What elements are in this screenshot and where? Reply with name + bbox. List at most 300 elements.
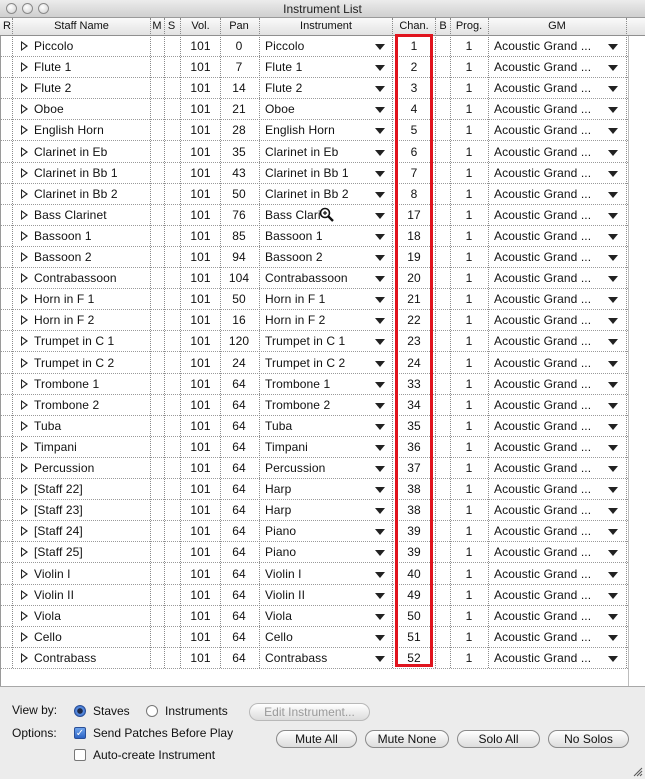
instrument-popup-arrow-icon[interactable] [375,192,385,198]
expand-triangle-icon[interactable] [21,41,28,51]
column-header-mute[interactable]: M [152,20,162,32]
expand-triangle-icon[interactable] [21,189,28,199]
staff-name-cell[interactable]: Bassoon 2 [34,250,92,264]
volume-cell[interactable]: 101 [190,566,211,581]
gm-cell[interactable]: Acoustic Grand ... [494,81,592,96]
program-cell[interactable]: 1 [465,566,473,581]
instrument-cell[interactable]: Timpani [265,439,308,454]
program-cell[interactable]: 1 [465,144,473,159]
instrument-cell[interactable]: Violin II [265,587,306,602]
instrument-popup-arrow-icon[interactable] [375,635,385,641]
instrument-popup-arrow-icon[interactable] [375,572,385,578]
instrument-cell[interactable]: Percussion [265,461,326,475]
volume-cell[interactable]: 101 [190,292,211,307]
pan-cell[interactable]: 64 [232,418,246,433]
staff-name-cell[interactable]: Contrabassoon [34,271,117,286]
table-row[interactable] [0,184,628,205]
program-cell[interactable]: 1 [465,292,473,307]
volume-cell[interactable]: 101 [190,439,211,454]
pan-cell[interactable]: 64 [232,439,246,454]
pan-cell[interactable]: 7 [235,60,243,75]
expand-triangle-icon[interactable] [21,611,28,621]
pan-cell[interactable]: 104 [228,271,250,286]
table-row[interactable] [0,521,628,542]
table-row[interactable] [0,331,628,352]
gm-cell[interactable]: Acoustic Grand ... [494,650,592,665]
expand-triangle-icon[interactable] [21,569,28,579]
program-cell[interactable]: 1 [465,482,473,497]
pan-cell[interactable]: 64 [232,629,246,644]
gm-popup-arrow-icon[interactable] [608,508,618,514]
channel-cell[interactable]: 34 [407,397,421,412]
title-bar[interactable] [0,0,645,18]
column-header-channel[interactable]: Chan. [399,20,429,32]
gm-cell[interactable]: Acoustic Grand ... [494,629,592,644]
staff-name-cell[interactable]: Tuba [34,418,62,433]
pan-cell[interactable]: 64 [232,566,246,581]
channel-cell[interactable]: 49 [407,587,421,602]
gm-cell[interactable]: Acoustic Grand ... [494,39,592,53]
gm-cell[interactable]: Acoustic Grand ... [494,60,592,75]
program-cell[interactable]: 1 [465,165,473,180]
gm-popup-arrow-icon[interactable] [608,171,618,177]
instrument-cell[interactable]: Tuba [265,418,293,433]
table-row[interactable] [0,542,628,563]
program-cell[interactable]: 1 [465,81,473,96]
pan-cell[interactable]: 21 [232,102,246,117]
gm-popup-arrow-icon[interactable] [608,529,618,535]
gm-cell[interactable]: Acoustic Grand ... [494,566,592,581]
program-cell[interactable]: 1 [465,587,473,602]
instrument-cell[interactable]: English Horn [265,123,335,138]
staff-name-cell[interactable]: Oboe [34,102,64,117]
staff-name-cell[interactable]: Piccolo [34,39,74,53]
instrument-popup-arrow-icon[interactable] [375,529,385,535]
gm-popup-arrow-icon[interactable] [608,382,618,388]
staff-name-cell[interactable]: Bass Clarinet [34,207,107,222]
gm-popup-arrow-icon[interactable] [608,635,618,641]
gm-popup-arrow-icon[interactable] [608,297,618,303]
channel-cell[interactable]: 2 [410,60,418,75]
column-header-bank[interactable]: B [439,20,447,32]
table-row[interactable] [0,310,628,331]
table-row[interactable] [0,437,628,458]
program-cell[interactable]: 1 [465,355,473,370]
pan-cell[interactable]: 120 [228,334,250,349]
pan-cell[interactable]: 28 [232,123,246,138]
instrument-popup-arrow-icon[interactable] [375,318,385,324]
pan-cell[interactable]: 14 [232,81,246,96]
table-row[interactable] [0,226,628,247]
volume-cell[interactable]: 101 [190,629,211,644]
gm-popup-arrow-icon[interactable] [608,614,618,620]
expand-triangle-icon[interactable] [21,252,28,262]
pan-cell[interactable]: 64 [232,503,246,518]
channel-cell[interactable]: 33 [407,376,421,391]
volume-cell[interactable]: 101 [190,207,211,222]
table-row[interactable] [0,247,628,268]
gm-popup-arrow-icon[interactable] [608,593,618,599]
gm-cell[interactable]: Acoustic Grand ... [494,355,592,370]
staff-name-cell[interactable]: Bassoon 1 [34,228,92,243]
channel-cell[interactable]: 5 [410,123,418,138]
instrument-popup-arrow-icon[interactable] [375,361,385,367]
volume-cell[interactable]: 101 [190,250,211,264]
instrument-popup-arrow-icon[interactable] [375,487,385,493]
volume-cell[interactable]: 101 [190,355,211,370]
instrument-cell[interactable]: Trumpet in C 2 [265,355,346,370]
staff-name-cell[interactable]: Horn in F 2 [34,313,95,328]
expand-triangle-icon[interactable] [21,484,28,494]
gm-cell[interactable]: Acoustic Grand ... [494,186,592,201]
expand-triangle-icon[interactable] [21,147,28,157]
gm-popup-arrow-icon[interactable] [608,44,618,50]
expand-triangle-icon[interactable] [21,400,28,410]
expand-triangle-icon[interactable] [21,315,28,325]
program-cell[interactable]: 1 [465,313,473,328]
table-row[interactable] [0,458,628,479]
gm-cell[interactable]: Acoustic Grand ... [494,334,592,349]
gm-popup-arrow-icon[interactable] [608,572,618,578]
instrument-cell[interactable]: Clarinet in Eb [265,144,339,159]
staff-name-cell[interactable]: Trumpet in C 2 [34,355,115,370]
gm-popup-arrow-icon[interactable] [608,487,618,493]
vertical-scrollbar[interactable] [628,36,645,686]
gm-popup-arrow-icon[interactable] [608,445,618,451]
program-cell[interactable]: 1 [465,461,473,475]
gm-popup-arrow-icon[interactable] [608,255,618,261]
instrument-popup-arrow-icon[interactable] [375,107,385,113]
instrument-cell[interactable]: Trumpet in C 1 [265,334,346,349]
gm-popup-arrow-icon[interactable] [608,150,618,156]
program-cell[interactable]: 1 [465,608,473,623]
instrument-cell[interactable]: Contrabass [265,650,328,665]
instrument-popup-arrow-icon[interactable] [375,171,385,177]
volume-cell[interactable]: 101 [190,587,211,602]
channel-cell[interactable]: 50 [407,608,421,623]
solo-all-button[interactable]: Solo All [457,730,540,748]
program-cell[interactable]: 1 [465,60,473,75]
volume-cell[interactable]: 101 [190,123,211,138]
gm-cell[interactable]: Acoustic Grand ... [494,439,592,454]
pan-cell[interactable]: 50 [232,292,246,307]
instrument-cell[interactable]: Piano [265,545,297,560]
gm-popup-arrow-icon[interactable] [608,128,618,134]
volume-cell[interactable]: 101 [190,376,211,391]
channel-cell[interactable]: 21 [407,292,421,307]
table-row[interactable] [0,395,628,416]
view-instruments-radio[interactable] [146,705,158,717]
volume-cell[interactable]: 101 [190,482,211,497]
instrument-popup-arrow-icon[interactable] [375,276,385,282]
expand-triangle-icon[interactable] [21,273,28,283]
gm-popup-arrow-icon[interactable] [608,656,618,662]
instrument-popup-arrow-icon[interactable] [375,424,385,430]
gm-popup-arrow-icon[interactable] [608,403,618,409]
pan-cell[interactable]: 24 [232,355,246,370]
staff-name-cell[interactable]: [Staff 25] [34,545,83,560]
channel-cell[interactable]: 36 [407,439,421,454]
table-row[interactable] [0,57,628,78]
instrument-cell[interactable]: Bassoon 1 [265,228,323,243]
channel-cell[interactable]: 52 [407,650,421,665]
table-row[interactable] [0,120,628,141]
gm-cell[interactable]: Acoustic Grand ... [494,228,592,243]
pan-cell[interactable]: 64 [232,461,246,475]
send-patches-checkbox[interactable]: ✓ [75,728,85,739]
program-cell[interactable]: 1 [465,39,473,53]
expand-triangle-icon[interactable] [21,632,28,642]
volume-cell[interactable]: 101 [190,545,211,560]
channel-cell[interactable]: 38 [407,482,421,497]
expand-triangle-icon[interactable] [21,210,28,220]
instrument-cell[interactable]: Bass Clari [265,207,321,222]
staff-name-cell[interactable]: Trombone 1 [34,376,100,391]
channel-cell[interactable]: 39 [407,524,421,539]
gm-popup-arrow-icon[interactable] [608,424,618,430]
instrument-popup-arrow-icon[interactable] [375,86,385,92]
channel-cell[interactable]: 17 [407,207,421,222]
channel-cell[interactable]: 3 [410,81,418,96]
pan-cell[interactable]: 64 [232,545,246,560]
instrument-popup-arrow-icon[interactable] [375,445,385,451]
channel-cell[interactable]: 7 [410,165,418,180]
table-row[interactable] [0,289,628,310]
gm-cell[interactable]: Acoustic Grand ... [494,144,592,159]
program-cell[interactable]: 1 [465,250,473,264]
program-cell[interactable]: 1 [465,629,473,644]
instrument-popup-arrow-icon[interactable] [375,656,385,662]
volume-cell[interactable]: 101 [190,313,211,328]
program-cell[interactable]: 1 [465,334,473,349]
expand-triangle-icon[interactable] [21,653,28,663]
staff-name-cell[interactable]: Violin II [34,587,75,602]
instrument-popup-arrow-icon[interactable] [375,255,385,261]
instrument-cell[interactable]: Flute 1 [265,60,303,75]
instrument-popup-arrow-icon[interactable] [375,614,385,620]
staff-name-cell[interactable]: Clarinet in Bb 1 [34,165,118,180]
instrument-cell[interactable]: Clarinet in Bb 2 [265,186,349,201]
channel-cell[interactable]: 38 [407,503,421,518]
pan-cell[interactable]: 76 [232,207,246,222]
staff-name-cell[interactable]: English Horn [34,123,104,138]
column-header-program[interactable]: Prog. [455,20,483,32]
volume-cell[interactable]: 101 [190,334,211,349]
gm-cell[interactable]: Acoustic Grand ... [494,271,592,286]
expand-triangle-icon[interactable] [21,168,28,178]
pan-cell[interactable]: 16 [232,313,246,328]
staff-name-cell[interactable]: [Staff 22] [34,482,83,497]
instrument-popup-arrow-icon[interactable] [375,150,385,156]
view-staves-radio[interactable] [74,705,86,717]
table-row[interactable] [0,627,628,648]
staff-name-cell[interactable]: Trombone 2 [34,397,100,412]
table-row[interactable] [0,648,628,669]
staff-name-cell[interactable]: Flute 1 [34,60,72,75]
table-row[interactable] [0,205,628,226]
program-cell[interactable]: 1 [465,186,473,201]
volume-cell[interactable]: 101 [190,39,211,53]
pan-cell[interactable]: 0 [235,39,243,53]
instrument-popup-arrow-icon[interactable] [375,550,385,556]
table-row[interactable] [0,142,628,163]
pan-cell[interactable]: 35 [232,144,246,159]
instrument-popup-arrow-icon[interactable] [375,508,385,514]
staff-name-cell[interactable]: [Staff 23] [34,503,83,518]
instrument-cell[interactable]: Oboe [265,102,295,117]
staff-name-cell[interactable]: Contrabass [34,650,97,665]
volume-cell[interactable]: 101 [190,524,211,539]
table-row[interactable] [0,163,628,184]
instrument-cell[interactable]: Harp [265,503,292,518]
program-cell[interactable]: 1 [465,228,473,243]
gm-cell[interactable]: Acoustic Grand ... [494,250,592,264]
pan-cell[interactable]: 64 [232,650,246,665]
gm-popup-arrow-icon[interactable] [608,107,618,113]
pan-cell[interactable]: 64 [232,397,246,412]
channel-cell[interactable]: 8 [410,186,418,201]
table-row[interactable] [0,564,628,585]
instrument-cell[interactable]: Piano [265,524,297,539]
mute-all-button[interactable]: Mute All [276,730,357,748]
volume-cell[interactable]: 101 [190,165,211,180]
program-cell[interactable]: 1 [465,503,473,518]
staff-name-cell[interactable]: Horn in F 1 [34,292,95,307]
volume-cell[interactable]: 101 [190,397,211,412]
expand-triangle-icon[interactable] [21,336,28,346]
staff-name-cell[interactable]: Clarinet in Eb [34,144,108,159]
gm-cell[interactable]: Acoustic Grand ... [494,524,592,539]
pan-cell[interactable]: 64 [232,482,246,497]
expand-triangle-icon[interactable] [21,379,28,389]
volume-cell[interactable]: 101 [190,186,211,201]
gm-cell[interactable]: Acoustic Grand ... [494,376,592,391]
instrument-popup-arrow-icon[interactable] [375,382,385,388]
expand-triangle-icon[interactable] [21,526,28,536]
column-header-staff-name[interactable]: Staff Name [54,20,109,32]
pan-cell[interactable]: 64 [232,608,246,623]
channel-cell[interactable]: 39 [407,545,421,560]
instrument-cell[interactable]: Clarinet in Bb 1 [265,165,349,180]
gm-popup-arrow-icon[interactable] [608,339,618,345]
gm-popup-arrow-icon[interactable] [608,213,618,219]
gm-cell[interactable]: Acoustic Grand ... [494,165,592,180]
table-row[interactable] [0,268,628,289]
channel-cell[interactable]: 23 [407,334,421,349]
table-row[interactable] [0,353,628,374]
gm-cell[interactable]: Acoustic Grand ... [494,608,592,623]
channel-cell[interactable]: 19 [407,250,421,264]
program-cell[interactable]: 1 [465,123,473,138]
gm-cell[interactable]: Acoustic Grand ... [494,292,592,307]
expand-triangle-icon[interactable] [21,125,28,135]
gm-popup-arrow-icon[interactable] [608,550,618,556]
gm-popup-arrow-icon[interactable] [608,65,618,71]
expand-triangle-icon[interactable] [21,463,28,473]
gm-cell[interactable]: Acoustic Grand ... [494,482,592,497]
instrument-cell[interactable]: Flute 2 [265,81,303,96]
instrument-cell[interactable]: Harp [265,482,292,497]
volume-cell[interactable]: 101 [190,461,211,475]
instrument-cell[interactable]: Contrabassoon [265,271,348,286]
staff-name-cell[interactable]: Trumpet in C 1 [34,334,115,349]
table-row[interactable] [0,374,628,395]
pan-cell[interactable]: 64 [232,524,246,539]
program-cell[interactable]: 1 [465,524,473,539]
expand-triangle-icon[interactable] [21,62,28,72]
instrument-cell[interactable]: Piccolo [265,39,305,53]
instrument-popup-arrow-icon[interactable] [375,297,385,303]
table-row[interactable] [0,479,628,500]
gm-cell[interactable]: Acoustic Grand ... [494,461,592,475]
pan-cell[interactable]: 64 [232,587,246,602]
channel-cell[interactable]: 40 [407,566,421,581]
gm-cell[interactable]: Acoustic Grand ... [494,418,592,433]
instrument-popup-arrow-icon[interactable] [375,339,385,345]
channel-cell[interactable]: 20 [407,271,421,286]
gm-cell[interactable]: Acoustic Grand ... [494,545,592,560]
column-header-r[interactable]: R [3,20,11,32]
program-cell[interactable]: 1 [465,207,473,222]
send-patches-label[interactable]: Send Patches Before Play [93,726,234,740]
channel-cell[interactable]: 18 [407,228,421,243]
staff-name-cell[interactable]: [Staff 24] [34,524,83,539]
volume-cell[interactable]: 101 [190,608,211,623]
instrument-popup-arrow-icon[interactable] [375,593,385,599]
program-cell[interactable]: 1 [465,650,473,665]
gm-cell[interactable]: Acoustic Grand ... [494,503,592,518]
expand-triangle-icon[interactable] [21,505,28,515]
staff-name-cell[interactable]: Viola [34,608,61,623]
table-row[interactable] [0,416,628,437]
gm-popup-arrow-icon[interactable] [608,466,618,472]
edit-instrument-button[interactable]: Edit Instrument... [249,703,370,721]
staff-name-cell[interactable]: Flute 2 [34,81,72,96]
instrument-popup-arrow-icon[interactable] [375,213,385,219]
gm-cell[interactable]: Acoustic Grand ... [494,123,592,138]
program-cell[interactable]: 1 [465,376,473,391]
expand-triangle-icon[interactable] [21,231,28,241]
channel-cell[interactable]: 35 [407,418,421,433]
expand-triangle-icon[interactable] [21,83,28,93]
gm-cell[interactable]: Acoustic Grand ... [494,587,592,602]
staff-name-cell[interactable]: Clarinet in Bb 2 [34,186,118,201]
instrument-cell[interactable]: Trombone 1 [265,376,331,391]
expand-triangle-icon[interactable] [21,442,28,452]
program-cell[interactable]: 1 [465,439,473,454]
expand-triangle-icon[interactable] [21,421,28,431]
table-row[interactable] [0,78,628,99]
auto-create-label[interactable]: Auto-create Instrument [93,748,216,762]
view-staves-label[interactable]: Staves [93,704,130,718]
instrument-popup-arrow-icon[interactable] [375,234,385,240]
column-header-instrument[interactable]: Instrument [300,20,352,32]
table-row[interactable] [0,500,628,521]
channel-cell[interactable]: 4 [410,102,418,117]
program-cell[interactable]: 1 [465,418,473,433]
instrument-cell[interactable]: Trombone 2 [265,397,331,412]
table-row[interactable] [0,606,628,627]
instrument-popup-arrow-icon[interactable] [375,466,385,472]
column-header-pan[interactable]: Pan [229,20,249,32]
instrument-cell[interactable]: Violin I [265,566,302,581]
instrument-cell[interactable]: Cello [265,629,293,644]
instrument-cell[interactable]: Horn in F 2 [265,313,326,328]
volume-cell[interactable]: 101 [190,271,211,286]
column-header-gm[interactable]: GM [548,20,566,32]
resize-grip-icon[interactable] [633,767,643,777]
expand-triangle-icon[interactable] [21,294,28,304]
